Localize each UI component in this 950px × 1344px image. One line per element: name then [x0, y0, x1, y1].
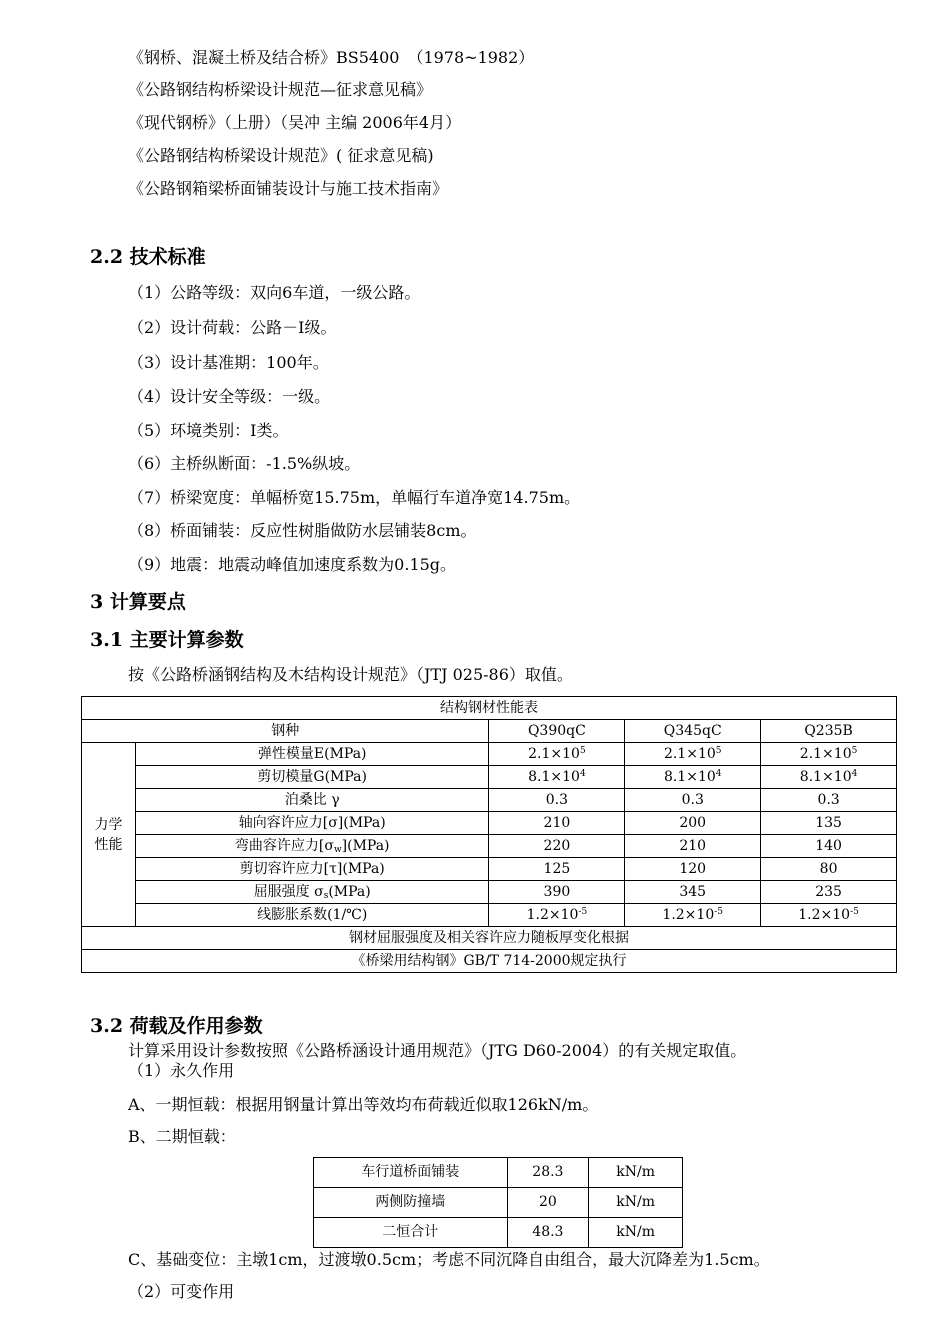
property-label: 剪切容许应力[τ](MPa) [135, 858, 489, 881]
property-value: 220 [489, 835, 625, 858]
section-3-1-intro: 按《公路桥涵钢结构及木结构设计规范》（JTJ 025-86）取值。 [128, 665, 573, 684]
table-footer-note: 钢材屈服强度及相关容许应力随板厚变化根据 [82, 927, 897, 950]
standard-item-7: （7）桥梁宽度：单幅桥宽15.75m，单幅行车道净宽14.75m。 [128, 488, 581, 507]
property-value: $2.1\times 10^5$ [489, 743, 625, 766]
second-phase-dead-load: B、二期恒载： [128, 1127, 236, 1146]
property-label: 弯曲容许应力$[\sigma_w](MPa)$ [135, 835, 489, 858]
property-value: 80 [761, 858, 897, 881]
property-value: $2.1\times 10^5$ [625, 743, 761, 766]
property-value: 210 [625, 835, 761, 858]
header-grade: Q390qC [489, 720, 625, 743]
reference-1: 《钢桥、混凝土桥及结合桥》BS5400 （1978~1982） [128, 48, 535, 67]
second-phase-dead-load-table [313, 1157, 683, 1248]
reference-4: 《公路钢结构桥梁设计规范》( 征求意见稿) [128, 146, 434, 165]
table-row [82, 950, 897, 973]
property-value: 140 [761, 835, 897, 858]
property-value: 345 [625, 881, 761, 904]
reference-2: 《公路钢结构桥梁设计规范—征求意见稿》 [128, 80, 433, 99]
property-value: 120 [625, 858, 761, 881]
table-row [82, 766, 897, 789]
table-row [82, 881, 897, 904]
property-value: 210 [489, 812, 625, 835]
property-value: 390 [489, 881, 625, 904]
property-value: 200 [625, 812, 761, 835]
table-row [314, 1158, 683, 1188]
load-unit: kN/m [589, 1188, 683, 1218]
group-label-line: 力学 [94, 816, 123, 833]
property-value: 135 [761, 812, 897, 835]
variable-action-heading: （2）可变作用 [128, 1282, 235, 1301]
standard-item-1: （1）公路等级：双向6车道，一级公路。 [128, 283, 421, 302]
section-3-2-intro: 计算采用设计参数按照《公路桥涵设计通用规范》（JTG D60-2004）的有关规定取值。 [128, 1041, 747, 1060]
load-name: 二恒合计 [314, 1218, 508, 1248]
table-row [314, 1188, 683, 1218]
table-row [314, 1218, 683, 1248]
property-value: $8.1\times 10^4$ [489, 766, 625, 789]
section-3-1-title: 3.1 主要计算参数 [90, 629, 244, 651]
mechanical-properties-label [82, 743, 136, 927]
header-grade: Q345qC [625, 720, 761, 743]
table-caption: 结构钢材性能表 [82, 697, 897, 720]
table-row [82, 720, 897, 743]
table-row [82, 835, 897, 858]
property-value: $1.2\times 10^{-5}$ [489, 904, 625, 927]
load-unit: kN/m [589, 1158, 683, 1188]
property-value: 0.3 [761, 789, 897, 812]
property-label: 线膨胀系数(1/℃) [135, 904, 489, 927]
property-value: $1.2\times 10^{-5}$ [761, 904, 897, 927]
standard-item-4: （4）设计安全等级：一级。 [128, 387, 331, 406]
load-value: 20 [507, 1188, 589, 1218]
load-value: 28.3 [507, 1158, 589, 1188]
header-grade: Q235B [761, 720, 897, 743]
load-value: 48.3 [507, 1218, 589, 1248]
standard-item-2: （2）设计荷载：公路－I级。 [128, 318, 337, 337]
property-value: 0.3 [625, 789, 761, 812]
table-row [82, 789, 897, 812]
property-value: $8.1\times 10^4$ [625, 766, 761, 789]
steel-properties-table [81, 696, 897, 973]
load-name: 车行道桥面铺装 [314, 1158, 508, 1188]
property-label: 轴向容许应力[σ](MPa) [135, 812, 489, 835]
property-value: 235 [761, 881, 897, 904]
standard-item-5: （5）环境类别：I类。 [128, 421, 289, 440]
standard-item-9: （9）地震：地震动峰值加速度系数为0.15g。 [128, 555, 457, 574]
standard-item-3: （3）设计基准期：100年。 [128, 353, 329, 372]
property-value: $8.1\times 10^4$ [761, 766, 897, 789]
section-3-2-title: 3.2 荷载及作用参数 [90, 1015, 263, 1037]
property-value: 0.3 [489, 789, 625, 812]
permanent-action-heading: （1）永久作用 [128, 1061, 235, 1080]
foundation-displacement: C、基础变位：主墩1cm，过渡墩0.5cm；考虑不同沉降自由组合，最大沉降差为1.5cm。 [128, 1250, 770, 1269]
property-value: $1.2\times 10^{-5}$ [625, 904, 761, 927]
load-unit: kN/m [589, 1218, 683, 1248]
section-3-title: 3 计算要点 [90, 591, 186, 613]
section-2-2-title: 2.2 技术标准 [90, 246, 206, 268]
table-row [82, 927, 897, 950]
reference-5: 《公路钢箱梁桥面铺装设计与施工技术指南》 [128, 179, 449, 198]
table-row [82, 697, 897, 720]
load-name: 两侧防撞墙 [314, 1188, 508, 1218]
property-value: 125 [489, 858, 625, 881]
header-steel-grade: 钢种 [82, 720, 489, 743]
property-value: $2.1\times 10^5$ [761, 743, 897, 766]
standard-item-6: （6）主桥纵断面：-1.5%纵坡。 [128, 454, 361, 473]
table-row [82, 812, 897, 835]
table-row [82, 743, 897, 766]
group-label-line: 性能 [94, 836, 123, 853]
table-footer-note: 《桥梁用结构钢》GB/T 714-2000规定执行 [82, 950, 897, 973]
table-row [82, 904, 897, 927]
first-phase-dead-load: A、一期恒载：根据用钢量计算出等效均布荷载近似取126kN/m。 [128, 1095, 599, 1114]
standard-item-8: （8）桥面铺装：反应性树脂做防水层铺装8cm。 [128, 521, 477, 540]
table-row [82, 858, 897, 881]
property-label: 泊桑比 γ [135, 789, 489, 812]
property-label: 剪切模量G(MPa) [135, 766, 489, 789]
reference-3: 《现代钢桥》（上册）（吴冲 主编 2006年4月） [128, 113, 462, 132]
property-label: 屈服强度 $\sigma_s(MPa)$ [135, 881, 489, 904]
property-label: 弹性模量E(MPa) [135, 743, 489, 766]
